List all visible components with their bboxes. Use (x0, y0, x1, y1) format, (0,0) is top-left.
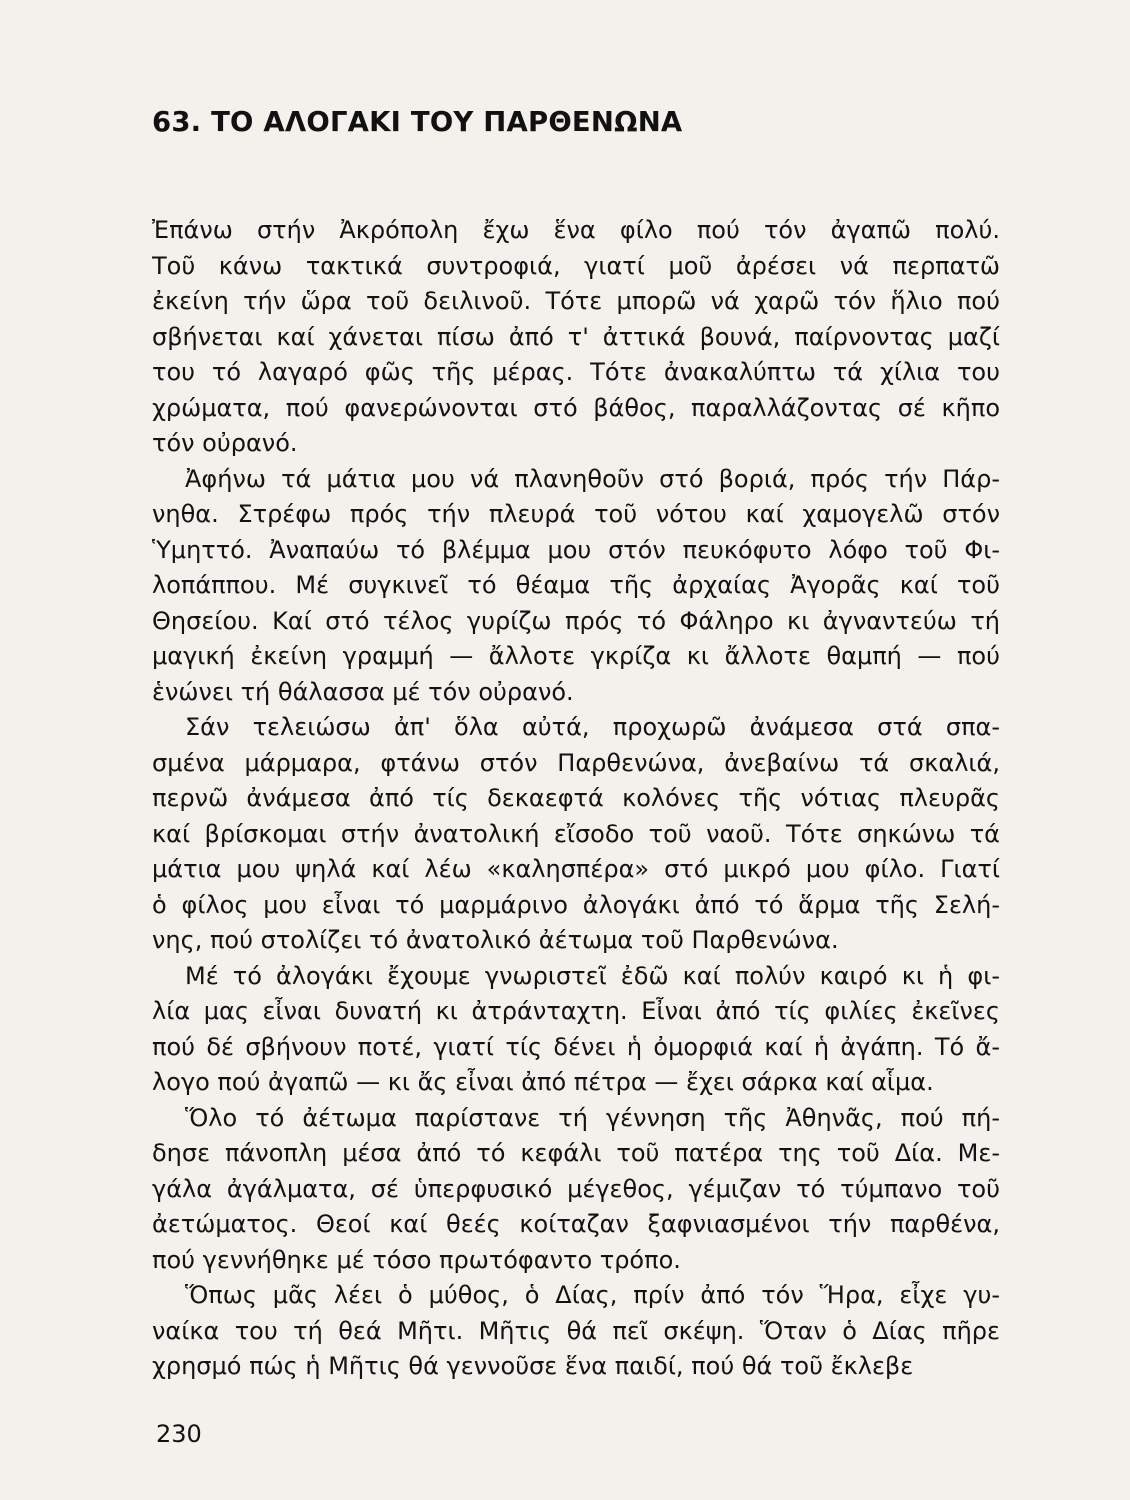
text-line: γάλα ἀγάλματα, σέ ὑπερφυσικό μέγεθος, γέμιζαν τό τύμπανο τοῦ (152, 1174, 1000, 1203)
text-line: χρησμό πώς ἡ Μῆτις θά γεννοῦσε ἕνα παιδί, πού θά τοῦ ἔκλεβε (152, 1352, 914, 1380)
text-line: τόν οὐρανό. (152, 429, 298, 457)
paragraph (152, 959, 1000, 1101)
text-line: χρώματα, πού φανερώνονται στό βάθος, παραλλάζοντας σέ κῆπο (152, 393, 1000, 422)
text-line: Ὅπως μᾶς λέει ὁ μύθος, ὁ Δίας, πρίν ἀπό τόν Ἥρα, εἶχε γυ- (185, 1281, 1000, 1309)
text-line: Θησείου. Καί στό τέλος γυρίζω πρός τό Φάληρο κι ἀγναντεύω τή (152, 606, 1000, 635)
text-line: μάτια μου ψηλά καί λέω «καλησπέρα» στό μικρό μου φίλο. Γιατί (152, 855, 1000, 883)
text-line: ἀετώματος. Θεοί καί θεές κοίταζαν ξαφνιασμένοι τήν παρθένα, (152, 1210, 1000, 1238)
text-line: περνῶ ἀνάμεσα ἀπό τίς δεκαεφτά κολόνες τῆς νότιας πλευρᾶς (152, 784, 1000, 812)
paragraph (152, 1278, 1000, 1385)
text-line: Ἀφήνω τά μάτια μου νά πλανηθοῦν στό βοριά, πρός τήν Πάρ- (185, 464, 1000, 493)
paragraph (152, 213, 1000, 462)
text-line: νης, πού στολίζει τό ἀνατολικό ἀέτωμα τοῦ Παρθενώνα. (152, 926, 839, 954)
paragraph (152, 1101, 1000, 1279)
text-line: σμένα μάρμαρα, φτάνω στόν Παρθενώνα, ἀνεβαίνω τά σκαλιά, (152, 748, 1000, 777)
text-line: καί βρίσκομαι στήν ἀνατολική εἴσοδο τοῦ ναοῦ. Τότε σηκώνω τά (152, 819, 1000, 848)
text-line: λία μας εἶναι δυνατή κι ἀτράνταχτη. Εἶναι ἀπό τίς φιλίες ἐκεῖνες (152, 997, 1000, 1025)
text-line: ἐκείνη τήν ὥρα τοῦ δειλινοῦ. Τότε μπορῶ νά χαρῶ τόν ἥλιο πού (152, 287, 1000, 315)
body-text (152, 213, 1000, 1385)
text-line: λοπάππου. Μέ συγκινεῖ τό θέαμα τῆς ἀρχαίας Ἀγορᾶς καί τοῦ (152, 571, 1000, 599)
chapter-title: 63. ΤΟ ΑΛΟΓΑΚΙ ΤΟΥ ΠΑΡΘΕΝΩΝΑ (152, 106, 683, 138)
text-line: μαγική ἐκείνη γραμμή — ἄλλοτε γκρίζα κι ἄλλοτε θαμπή — πού (152, 642, 1000, 670)
text-line: Ὅλο τό ἀέτωμα παρίστανε τή γέννηση τῆς Ἀθηνᾶς, πού πή- (185, 1103, 1000, 1132)
text-line: σβήνεται καί χάνεται πίσω ἀπό τ' ἀττικά βουνά, παίρνοντας μαζί (152, 322, 1000, 351)
text-line: ναίκα του τή θεά Μῆτι. Μῆτις θά πεῖ σκέψη. Ὅταν ὁ Δίας πῆρε (152, 1316, 1000, 1345)
paragraph (152, 462, 1000, 711)
paragraph (152, 710, 1000, 959)
text-line: Ἐπάνω στήν Ἀκρόπολη ἔχω ἕνα φίλο πού τόν ἀγαπῶ πολύ. (152, 216, 1000, 244)
text-line: πού γεννήθηκε μέ τόσο πρωτόφαντο τρόπο. (152, 1245, 681, 1274)
text-line: ὁ φίλος μου εἶναι τό μαρμάρινο ἀλογάκι ἀπό τό ἅρμα τῆς Σελή- (152, 890, 1000, 919)
text-line: Σάν τελειώσω ἀπ' ὅλα αὐτά, προχωρῶ ἀνάμεσα στά σπα- (185, 713, 1000, 741)
text-line: Ὑμηττό. Ἀναπαύω τό βλέμμα μου στόν πευκόφυτο λόφο τοῦ Φι- (152, 535, 1000, 564)
text-line: πού δέ σβήνουν ποτέ, γιατί τίς δένει ἡ ὀμορφιά καί ἡ ἀγάπη. Τό ἄ- (152, 1032, 1000, 1061)
text-line: Μέ τό ἀλογάκι ἔχουμε γνωριστεῖ ἐδῶ καί πολύν καιρό κι ἡ φι- (185, 961, 1000, 990)
text-line: του τό λαγαρό φῶς τῆς μέρας. Τότε ἀνακαλύπτω τά χίλια του (152, 358, 1000, 386)
text-line: Τοῦ κάνω τακτικά συντροφιά, γιατί μοῦ ἀρέσει νά περπατῶ (152, 251, 1000, 280)
text-line: ἑνώνει τή θάλασσα μέ τόν οὐρανό. (152, 677, 574, 706)
text-line: δησε πάνοπλη μέσα ἀπό τό κεφάλι τοῦ πατέρα της τοῦ Δία. Με- (152, 1139, 1000, 1167)
page-number: 230 (156, 1420, 202, 1448)
text-line: νηθα. Στρέφω πρός τήν πλευρά τοῦ νότου καί χαμογελῶ στόν (152, 500, 1000, 528)
text-line: λογο πού ἀγαπῶ — κι ἄς εἶναι ἀπό πέτρα — ἔχει σάρκα καί αἷμα. (152, 1068, 934, 1096)
